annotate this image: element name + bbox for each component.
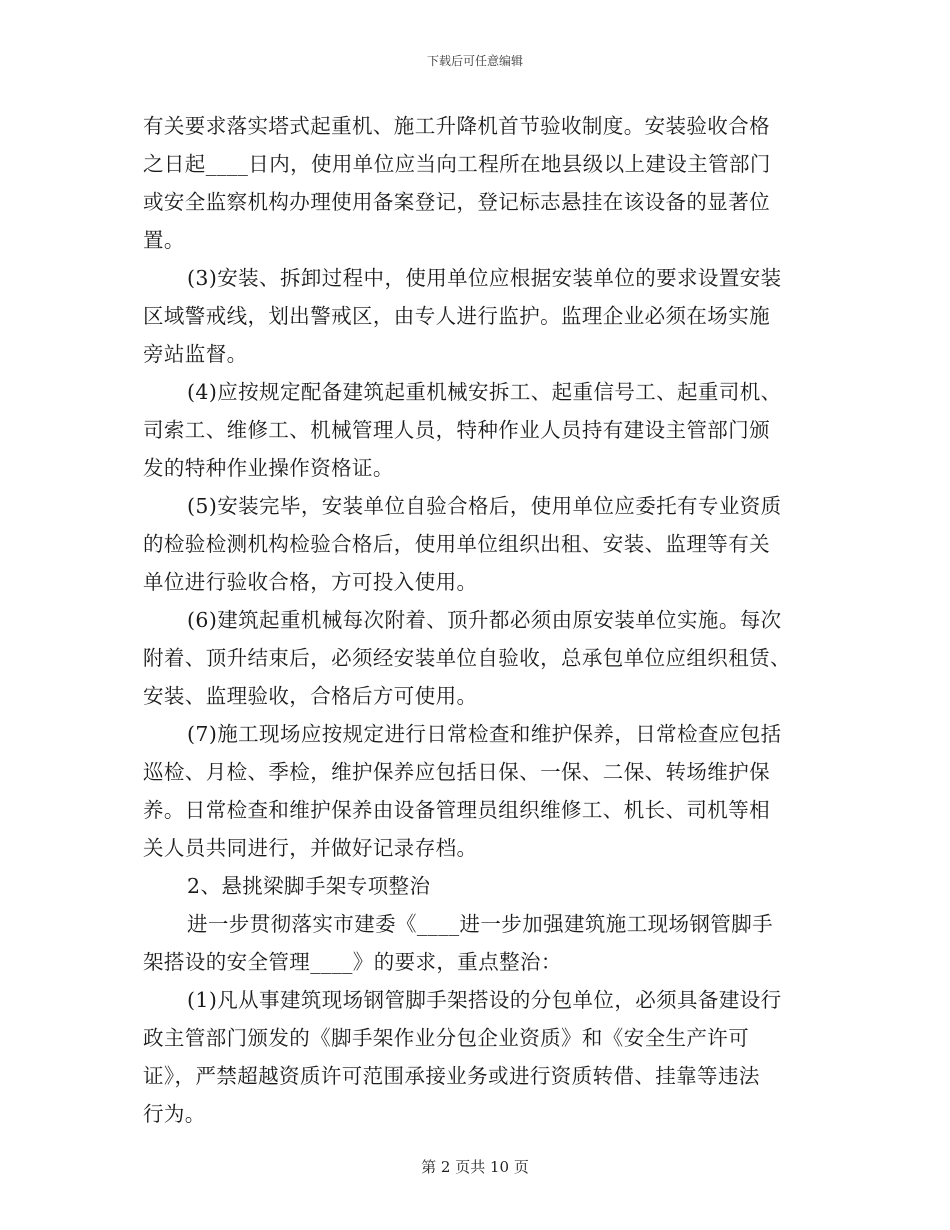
- text-line: 安装、监理验收，合格后方可使用。: [143, 684, 478, 708]
- text-line: 证》，严禁超越资质许可范围承接业务或进行资质转借、挂靠等违法: [143, 1064, 760, 1088]
- paragraph-start-line: (1)凡从事建筑现场钢管脚手架搭设的分包单位，必须具备建设行: [187, 988, 782, 1012]
- text-line: 置。: [143, 228, 185, 252]
- paragraph-start-line: (7)施工现场应按规定进行日常检查和维护保养，日常检查应包括: [187, 722, 782, 746]
- text-line: 养。日常检查和维护保养由设备管理员组织维修工、机长、司机等相: [143, 798, 770, 822]
- paragraph-start-line: (3)安装、拆卸过程中，使用单位应根据安装单位的要求设置安装: [187, 266, 782, 290]
- text-line: 发的特种作业操作资格证。: [143, 456, 394, 480]
- page-footer: 第 2 页共 10 页: [421, 1158, 529, 1176]
- text-line: 旁站监督。: [143, 342, 248, 366]
- text-line: 政主管部门颁发的《脚手架作业分包企业资质》和《安全生产许可: [143, 1026, 750, 1050]
- text-line: 单位进行验收合格，方可投入使用。: [143, 570, 478, 594]
- document-body: [143, 107, 807, 1133]
- paragraph-start-line: (6)建筑起重机械每次附着、顶升都必须由原安装单位实施。每次: [187, 608, 782, 632]
- text-line: 或安全监察机构办理使用备案登记，登记标志悬挂在该设备的显著位: [143, 190, 770, 214]
- text-line: 之日起____日内，使用单位应当向工程所在地县级以上建设主管部门: [143, 152, 771, 176]
- paragraph-start-line: (4)应按规定配备建筑起重机械安拆工、起重信号工、起重司机、: [187, 380, 782, 404]
- text-line: 架搭设的安全管理____》的要求，重点整治：: [143, 950, 562, 974]
- text-line: 关人员共同进行，并做好记录存档。: [143, 836, 478, 860]
- text-line: 巡检、月检、季检，维护保养应包括日保、一保、二保、转场维护保: [143, 760, 770, 784]
- text-line: 行为。: [143, 1102, 206, 1126]
- paragraph-start-line: (5)安装完毕，安装单位自验合格后，使用单位应委托有专业资质: [187, 494, 782, 518]
- text-line: 附着、顶升结束后，必须经安装单位自验收，总承包单位应组织租赁、: [143, 646, 791, 670]
- text-line: 有关要求落实塔式起重机、施工升降机首节验收制度。安装验收合格: [143, 114, 770, 138]
- text-line: 的检验检测机构检验合格后，使用单位组织出租、安装、监理等有关: [143, 532, 770, 556]
- text-line: 司索工、维修工、机械管理人员，特种作业人员持有建设主管部门颁: [143, 418, 770, 442]
- text-line: 区域警戒线，划出警戒区，由专人进行监护。监理企业必须在场实施: [143, 304, 770, 328]
- page-header: 下载后可任意编辑: [426, 54, 523, 68]
- section-heading: 2、悬挑梁脚手架专项整治: [187, 874, 431, 898]
- paragraph-start-line: 进一步贯彻落实市建委《____进一步加强建筑施工现场钢管脚手: [187, 912, 773, 936]
